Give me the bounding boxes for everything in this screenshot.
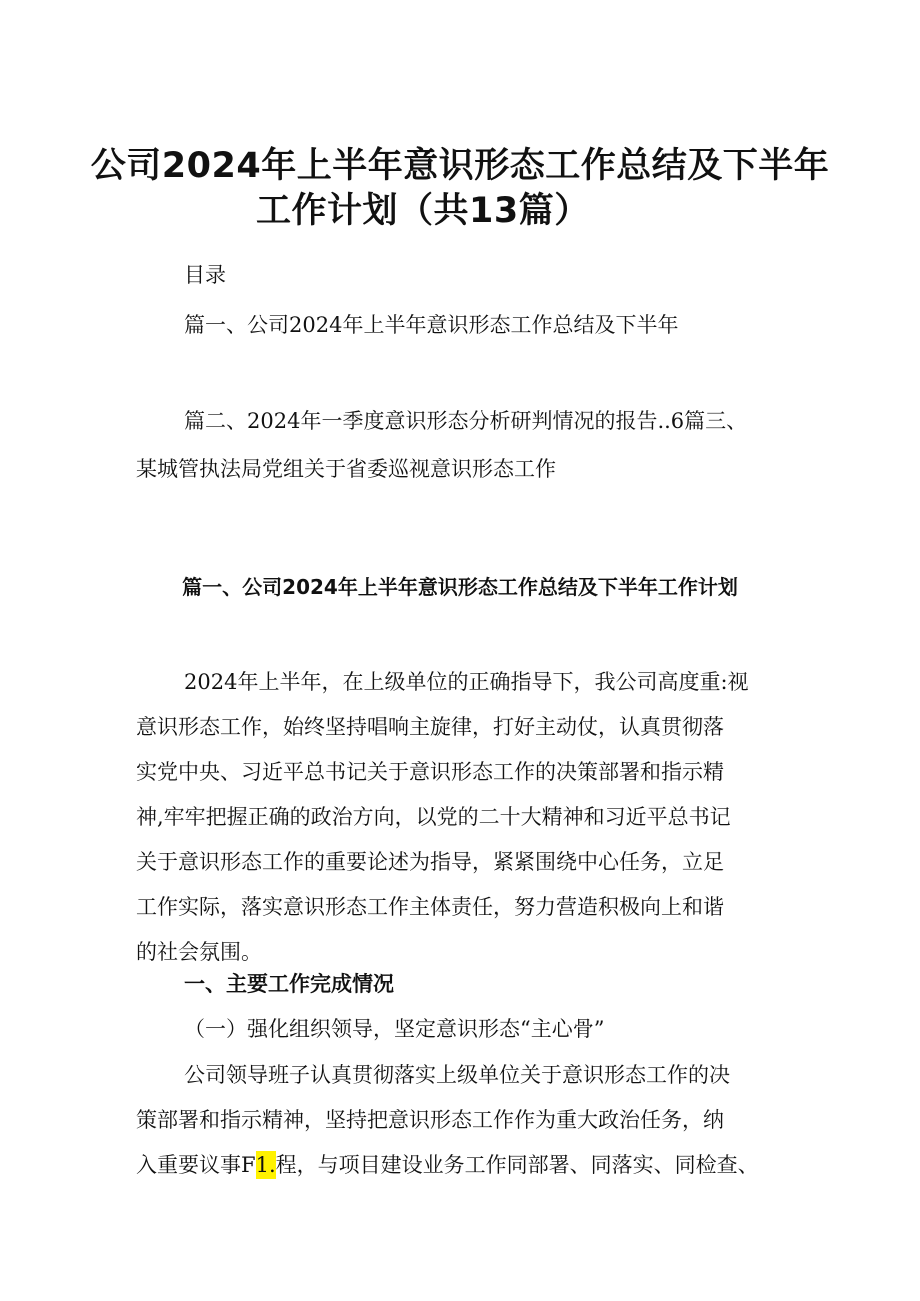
toc-item-3: 某城管执法局党组关于省委巡视意识形态工作 [136, 457, 556, 481]
paragraph-line: 神,牢牢把握正确的政治方向，以党的二十大精神和习近平总书记 [136, 805, 731, 829]
toc-heading: 目录 [184, 263, 226, 287]
paragraph-line: 关于意识形态工作的重要论述为指导，紧紧围绕中心任务，立足 [136, 850, 724, 874]
toc-item-2: 篇二、2024年一季度意识形态分析研判情况的报告..6篇三、 [184, 409, 748, 433]
section-heading: 篇一、公司2024年上半年意识形态工作总结及下半年工作计划 [182, 575, 738, 599]
text-segment: 入重要议事F [136, 1153, 256, 1177]
highlighted-text: 1. [255, 1153, 276, 1177]
paragraph-line: 实党中央、习近平总书记关于意识形态工作的决策部署和指示精 [136, 760, 724, 784]
paragraph-line: 的社会氛围。 [136, 940, 262, 964]
text-segment: 程，与项目建设业务工作同部署、同落实、同检查、 [275, 1153, 759, 1177]
toc-item-1: 篇一、公司2024年上半年意识形态工作总结及下半年 [184, 313, 679, 337]
paragraph-line: 工作实际，落实意识形态工作主体责任，努力营造积极向上和谐 [136, 895, 724, 919]
document-title-line1: 公司2024年上半年意识形态工作总结及下半年 [90, 146, 830, 186]
paragraph-line [136, 1143, 796, 1188]
heading-main-work: 一、主要工作完成情况 [184, 972, 394, 996]
paragraph-2 [136, 1053, 796, 1188]
paragraph-line: 公司领导班子认真贯彻落实上级单位关于意识形态工作的决 [184, 1063, 730, 1087]
subheading-organization: （一）强化组织领导，坚定意识形态“主心骨” [184, 1017, 605, 1041]
paragraph-1 [136, 660, 796, 975]
document-title-line2: 工作计划（共13篇） [256, 191, 590, 231]
paragraph-line: 意识形态工作，始终坚持唱响主旋律，打好主动仗，认真贯彻落 [136, 715, 724, 739]
paragraph-line: 策部署和指示精神，坚持把意识形态工作作为重大政治任务，纳 [136, 1108, 724, 1132]
paragraph-line: 2024年上半年，在上级单位的正确指导下，我公司高度重:视 [184, 670, 749, 694]
